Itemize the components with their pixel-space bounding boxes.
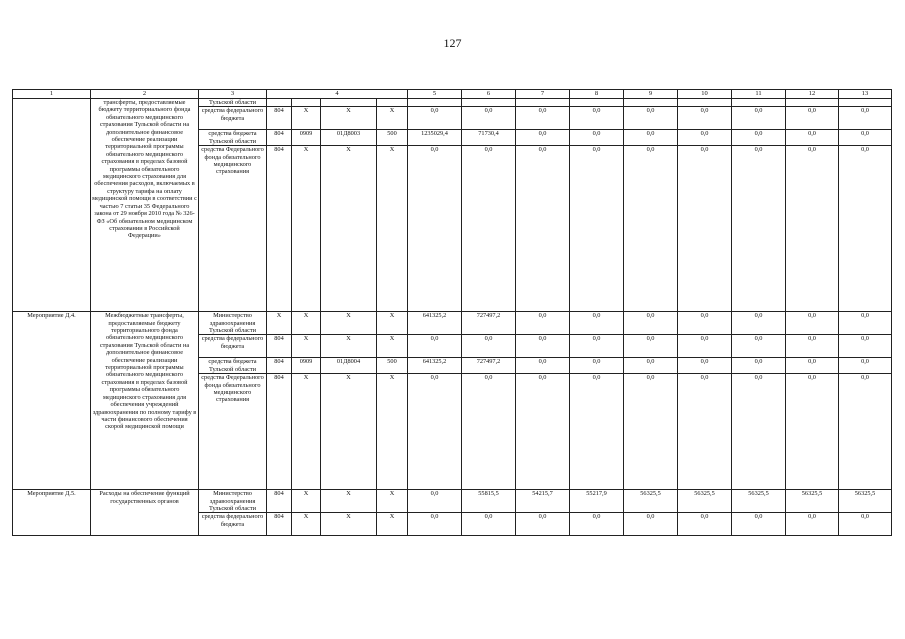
budget-code: 01Д8004	[321, 358, 377, 374]
budget-code: 804	[267, 513, 292, 536]
column-header: 3	[199, 90, 267, 99]
amount-cell: 0,0	[516, 146, 570, 312]
budget-code: Х	[292, 374, 321, 490]
amount-cell	[570, 99, 624, 107]
amount-cell	[678, 99, 732, 107]
amount-cell: 0,0	[408, 490, 462, 513]
amount-cell: 0,0	[839, 335, 892, 358]
amount-cell: 55815,5	[462, 490, 516, 513]
column-header: 13	[839, 90, 892, 99]
budget-table	[12, 89, 892, 536]
budget-code: 804	[267, 146, 292, 312]
budget-code: Х	[292, 312, 321, 335]
column-header: 10	[678, 90, 732, 99]
budget-code: 804	[267, 490, 292, 513]
amount-cell	[839, 99, 892, 107]
budget-code: Х	[292, 513, 321, 536]
activity-label	[13, 99, 91, 312]
budget-code: Х	[321, 335, 377, 358]
funding-source: средства бюджета Тульской области	[199, 130, 267, 146]
activity-label: Мероприятие Д.4.	[13, 312, 91, 490]
budget-code: Х	[377, 312, 408, 335]
amount-cell: 0,0	[678, 107, 732, 130]
amount-cell: 0,0	[678, 130, 732, 146]
column-header: 9	[624, 90, 678, 99]
budget-code: 804	[267, 335, 292, 358]
amount-cell: 0,0	[839, 513, 892, 536]
funding-source: средства федерального бюджета	[199, 107, 267, 130]
activity-label: Мероприятие Д.5.	[13, 490, 91, 536]
amount-cell: 0,0	[462, 513, 516, 536]
amount-cell: 0,0	[839, 107, 892, 130]
amount-cell: 0,0	[624, 107, 678, 130]
budget-code: Х	[267, 312, 292, 335]
amount-cell: 0,0	[786, 312, 839, 335]
amount-cell: 56325,5	[678, 490, 732, 513]
column-header: 8	[570, 90, 624, 99]
amount-cell: 0,0	[732, 513, 786, 536]
budget-code	[377, 99, 408, 107]
amount-cell: 0,0	[516, 130, 570, 146]
amount-cell: 641325,2	[408, 312, 462, 335]
amount-cell: 0,0	[624, 312, 678, 335]
amount-cell: 0,0	[570, 107, 624, 130]
amount-cell: 0,0	[516, 358, 570, 374]
column-header: 2	[91, 90, 199, 99]
amount-cell: 0,0	[839, 358, 892, 374]
amount-cell: 0,0	[624, 374, 678, 490]
amount-cell: 0,0	[786, 374, 839, 490]
amount-cell: 0,0	[408, 146, 462, 312]
budget-code: Х	[321, 107, 377, 130]
funding-source: средства федерального бюджета	[199, 335, 267, 358]
amount-cell: 0,0	[408, 374, 462, 490]
amount-cell: 0,0	[786, 107, 839, 130]
amount-cell: 56325,5	[839, 490, 892, 513]
table-row	[13, 312, 892, 335]
budget-code: Х	[321, 312, 377, 335]
budget-code: Х	[377, 335, 408, 358]
amount-cell: 0,0	[516, 107, 570, 130]
amount-cell: 56325,5	[624, 490, 678, 513]
amount-cell: 0,0	[570, 312, 624, 335]
amount-cell: 0,0	[732, 358, 786, 374]
amount-cell: 0,0	[624, 513, 678, 536]
amount-cell: 0,0	[786, 146, 839, 312]
funding-source: Тульской области	[199, 99, 267, 107]
amount-cell: 0,0	[732, 374, 786, 490]
amount-cell: 0,0	[678, 374, 732, 490]
budget-code: Х	[377, 513, 408, 536]
table-row	[13, 490, 892, 513]
amount-cell: 0,0	[732, 146, 786, 312]
amount-cell: 0,0	[462, 335, 516, 358]
budget-code: 804	[267, 358, 292, 374]
amount-cell: 0,0	[462, 374, 516, 490]
amount-cell: 0,0	[624, 146, 678, 312]
funding-source: средства бюджета Тульской области	[199, 358, 267, 374]
amount-cell: 0,0	[786, 335, 839, 358]
budget-code: Х	[377, 374, 408, 490]
amount-cell: 0,0	[624, 358, 678, 374]
funding-source: средства федерального бюджета	[199, 513, 267, 536]
amount-cell: 0,0	[786, 513, 839, 536]
amount-cell: 55217,9	[570, 490, 624, 513]
budget-code: Х	[321, 513, 377, 536]
budget-code: 804	[267, 130, 292, 146]
amount-cell: 0,0	[786, 358, 839, 374]
budget-code: Х	[321, 374, 377, 490]
amount-cell: 0,0	[839, 312, 892, 335]
amount-cell: 0,0	[624, 130, 678, 146]
amount-cell: 0,0	[516, 513, 570, 536]
budget-code: Х	[292, 490, 321, 513]
amount-cell: 0,0	[678, 146, 732, 312]
amount-cell: 727497,2	[462, 312, 516, 335]
amount-cell: 0,0	[516, 374, 570, 490]
amount-cell	[786, 99, 839, 107]
amount-cell: 0,0	[839, 374, 892, 490]
amount-cell: 0,0	[732, 130, 786, 146]
funding-source: средства Федерального фонда обязательного медицинского страхования	[199, 374, 267, 490]
budget-code: 500	[377, 130, 408, 146]
amount-cell: 0,0	[624, 335, 678, 358]
amount-cell: 0,0	[516, 312, 570, 335]
amount-cell: 0,0	[839, 130, 892, 146]
budget-code: Х	[321, 490, 377, 513]
amount-cell	[624, 99, 678, 107]
amount-cell: 0,0	[570, 146, 624, 312]
amount-cell: 0,0	[516, 335, 570, 358]
column-header: 7	[516, 90, 570, 99]
amount-cell	[516, 99, 570, 107]
budget-code: 500	[377, 358, 408, 374]
amount-cell: 0,0	[732, 335, 786, 358]
amount-cell: 0,0	[839, 146, 892, 312]
budget-code: 0909	[292, 130, 321, 146]
column-header: 6	[462, 90, 516, 99]
amount-cell: 0,0	[570, 358, 624, 374]
budget-code	[321, 99, 377, 107]
amount-cell: 0,0	[678, 335, 732, 358]
activity-description: трансферты, предоставляемые бюджету территориального фонда обязательного медицинского страхования Тульской области на дополнительное финансовое обеспечение реализации территориальной программы обязательного медицинского страхования в пределах базовой программы обязательного медицинского страхования для обеспечения расходов, включаемых в структуру тарифа на оплату медицинской помощи в соответствии с частью 7 статьи 35 Федерального закона от 29 ноября 2010 года № 326-ФЗ «Об обязательном медицинском страховании в Российской Федерации»	[91, 99, 199, 312]
amount-cell	[732, 99, 786, 107]
amount-cell: 0,0	[570, 130, 624, 146]
page-number: 127	[443, 36, 462, 50]
amount-cell: 0,0	[570, 513, 624, 536]
amount-cell: 0,0	[408, 513, 462, 536]
amount-cell: 0,0	[570, 374, 624, 490]
activity-description: Межбюджетные трансферты, предоставляемые бюджету территориального фонда обязательного медицинского страхования Тульской области на дополнительное финансовое обеспечение реализации территориальной программы обязательного медицинского страхования в пределах базовой программы обязательного медицинского страхования для обеспечения учреждений здравоохранения по полному тарифу в части финансового обеспечения скорой медицинской помощи	[91, 312, 199, 490]
amount-cell: 0,0	[462, 146, 516, 312]
funding-source: средства Федерального фонда обязательного медицинского страхования	[199, 146, 267, 312]
amount-cell: 0,0	[408, 335, 462, 358]
amount-cell: 71730,4	[462, 130, 516, 146]
column-header: 5	[408, 90, 462, 99]
amount-cell: 0,0	[408, 107, 462, 130]
funding-source: Министерство здравоохранения Тульской области	[199, 490, 267, 513]
amount-cell: 727497,2	[462, 358, 516, 374]
budget-code: Х	[377, 490, 408, 513]
amount-cell: 0,0	[678, 513, 732, 536]
column-header: 11	[732, 90, 786, 99]
budget-code: 01Д8003	[321, 130, 377, 146]
amount-cell: 0,0	[732, 107, 786, 130]
budget-code: 0909	[292, 358, 321, 374]
amount-cell: 56325,5	[732, 490, 786, 513]
amount-cell: 54215,7	[516, 490, 570, 513]
activity-description: Расходы на обеспечение функций государственных органов	[91, 490, 199, 536]
budget-code: Х	[292, 335, 321, 358]
amount-cell: 0,0	[570, 335, 624, 358]
amount-cell: 0,0	[462, 107, 516, 130]
amount-cell: 641325,2	[408, 358, 462, 374]
funding-source: Министерство здравоохранения Тульской области	[199, 312, 267, 335]
amount-cell: 0,0	[678, 312, 732, 335]
budget-code: Х	[377, 107, 408, 130]
amount-cell	[408, 99, 462, 107]
amount-cell: 56325,5	[786, 490, 839, 513]
amount-cell: 0,0	[732, 312, 786, 335]
budget-code: Х	[292, 146, 321, 312]
budget-code	[267, 99, 292, 107]
amount-cell	[462, 99, 516, 107]
amount-cell: 0,0	[678, 358, 732, 374]
amount-cell: 1235029,4	[408, 130, 462, 146]
budget-code: Х	[377, 146, 408, 312]
header-row	[13, 90, 892, 99]
budget-code	[292, 99, 321, 107]
table-row	[13, 99, 892, 107]
amount-cell: 0,0	[786, 130, 839, 146]
column-header: 12	[786, 90, 839, 99]
budget-code: 804	[267, 107, 292, 130]
budget-code: 804	[267, 374, 292, 490]
column-header: 4	[267, 90, 408, 99]
budget-code: Х	[292, 107, 321, 130]
column-header: 1	[13, 90, 91, 99]
budget-code: Х	[321, 146, 377, 312]
